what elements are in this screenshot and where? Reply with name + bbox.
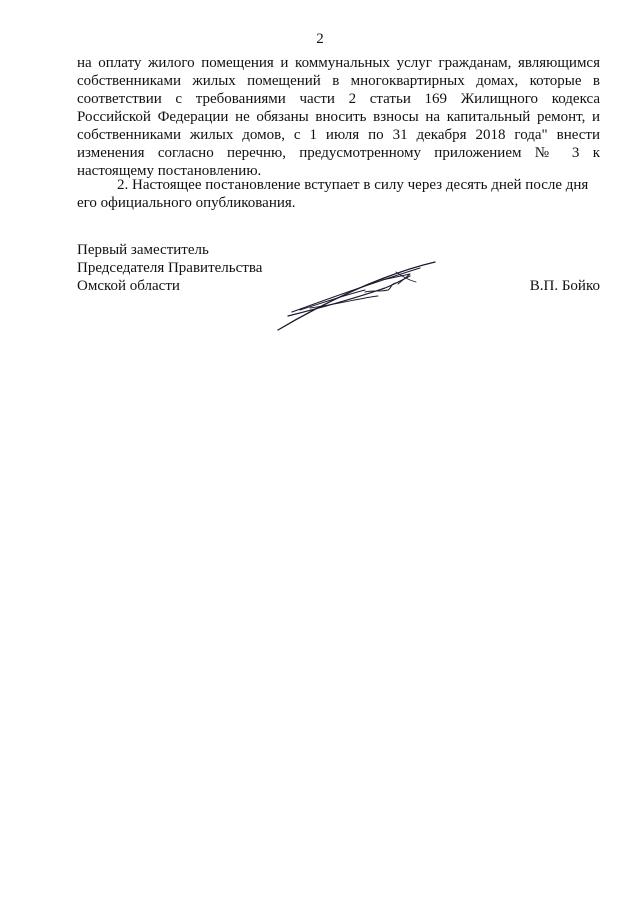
handwritten-signature [270, 250, 445, 335]
paragraph-line: его официального опубликования. [77, 195, 296, 211]
paragraph-line: 2. Настоящее постановление вступает в силу через десять дней после дня [117, 177, 589, 193]
position-line: Омской области [77, 278, 180, 294]
position-line: Председателя Правительства [77, 260, 263, 276]
paragraph-line: изменения согласно перечню, предусмотренному приложением № 3 к [77, 145, 600, 161]
paragraph-2 [77, 176, 600, 212]
paragraph-line: на оплату жилого помещения и коммунальных услуг гражданам, являющимся [77, 55, 600, 71]
signatory-position [77, 241, 262, 295]
signer-name: В.П. Бойко [529, 278, 600, 294]
position-line: Первый заместитель [77, 242, 209, 258]
paragraph-line: настоящему постановлению. [77, 163, 262, 179]
paragraph-line: собственниками жилых домов, с 1 июля по 31 декабря 2018 года" внести [77, 127, 600, 143]
paragraph-line: Российской Федерации не обязаны вносить взносы на капитальный ремонт, и [77, 109, 600, 125]
paragraph-1 [77, 54, 600, 180]
paragraph-line: соответствии с требованиями части 2 статьи 169 Жилищного кодекса [77, 91, 600, 107]
page-number: 2 [316, 31, 324, 47]
paragraph-line: собственниками жилых помещений в многоквартирных домах, которые в [77, 73, 600, 89]
